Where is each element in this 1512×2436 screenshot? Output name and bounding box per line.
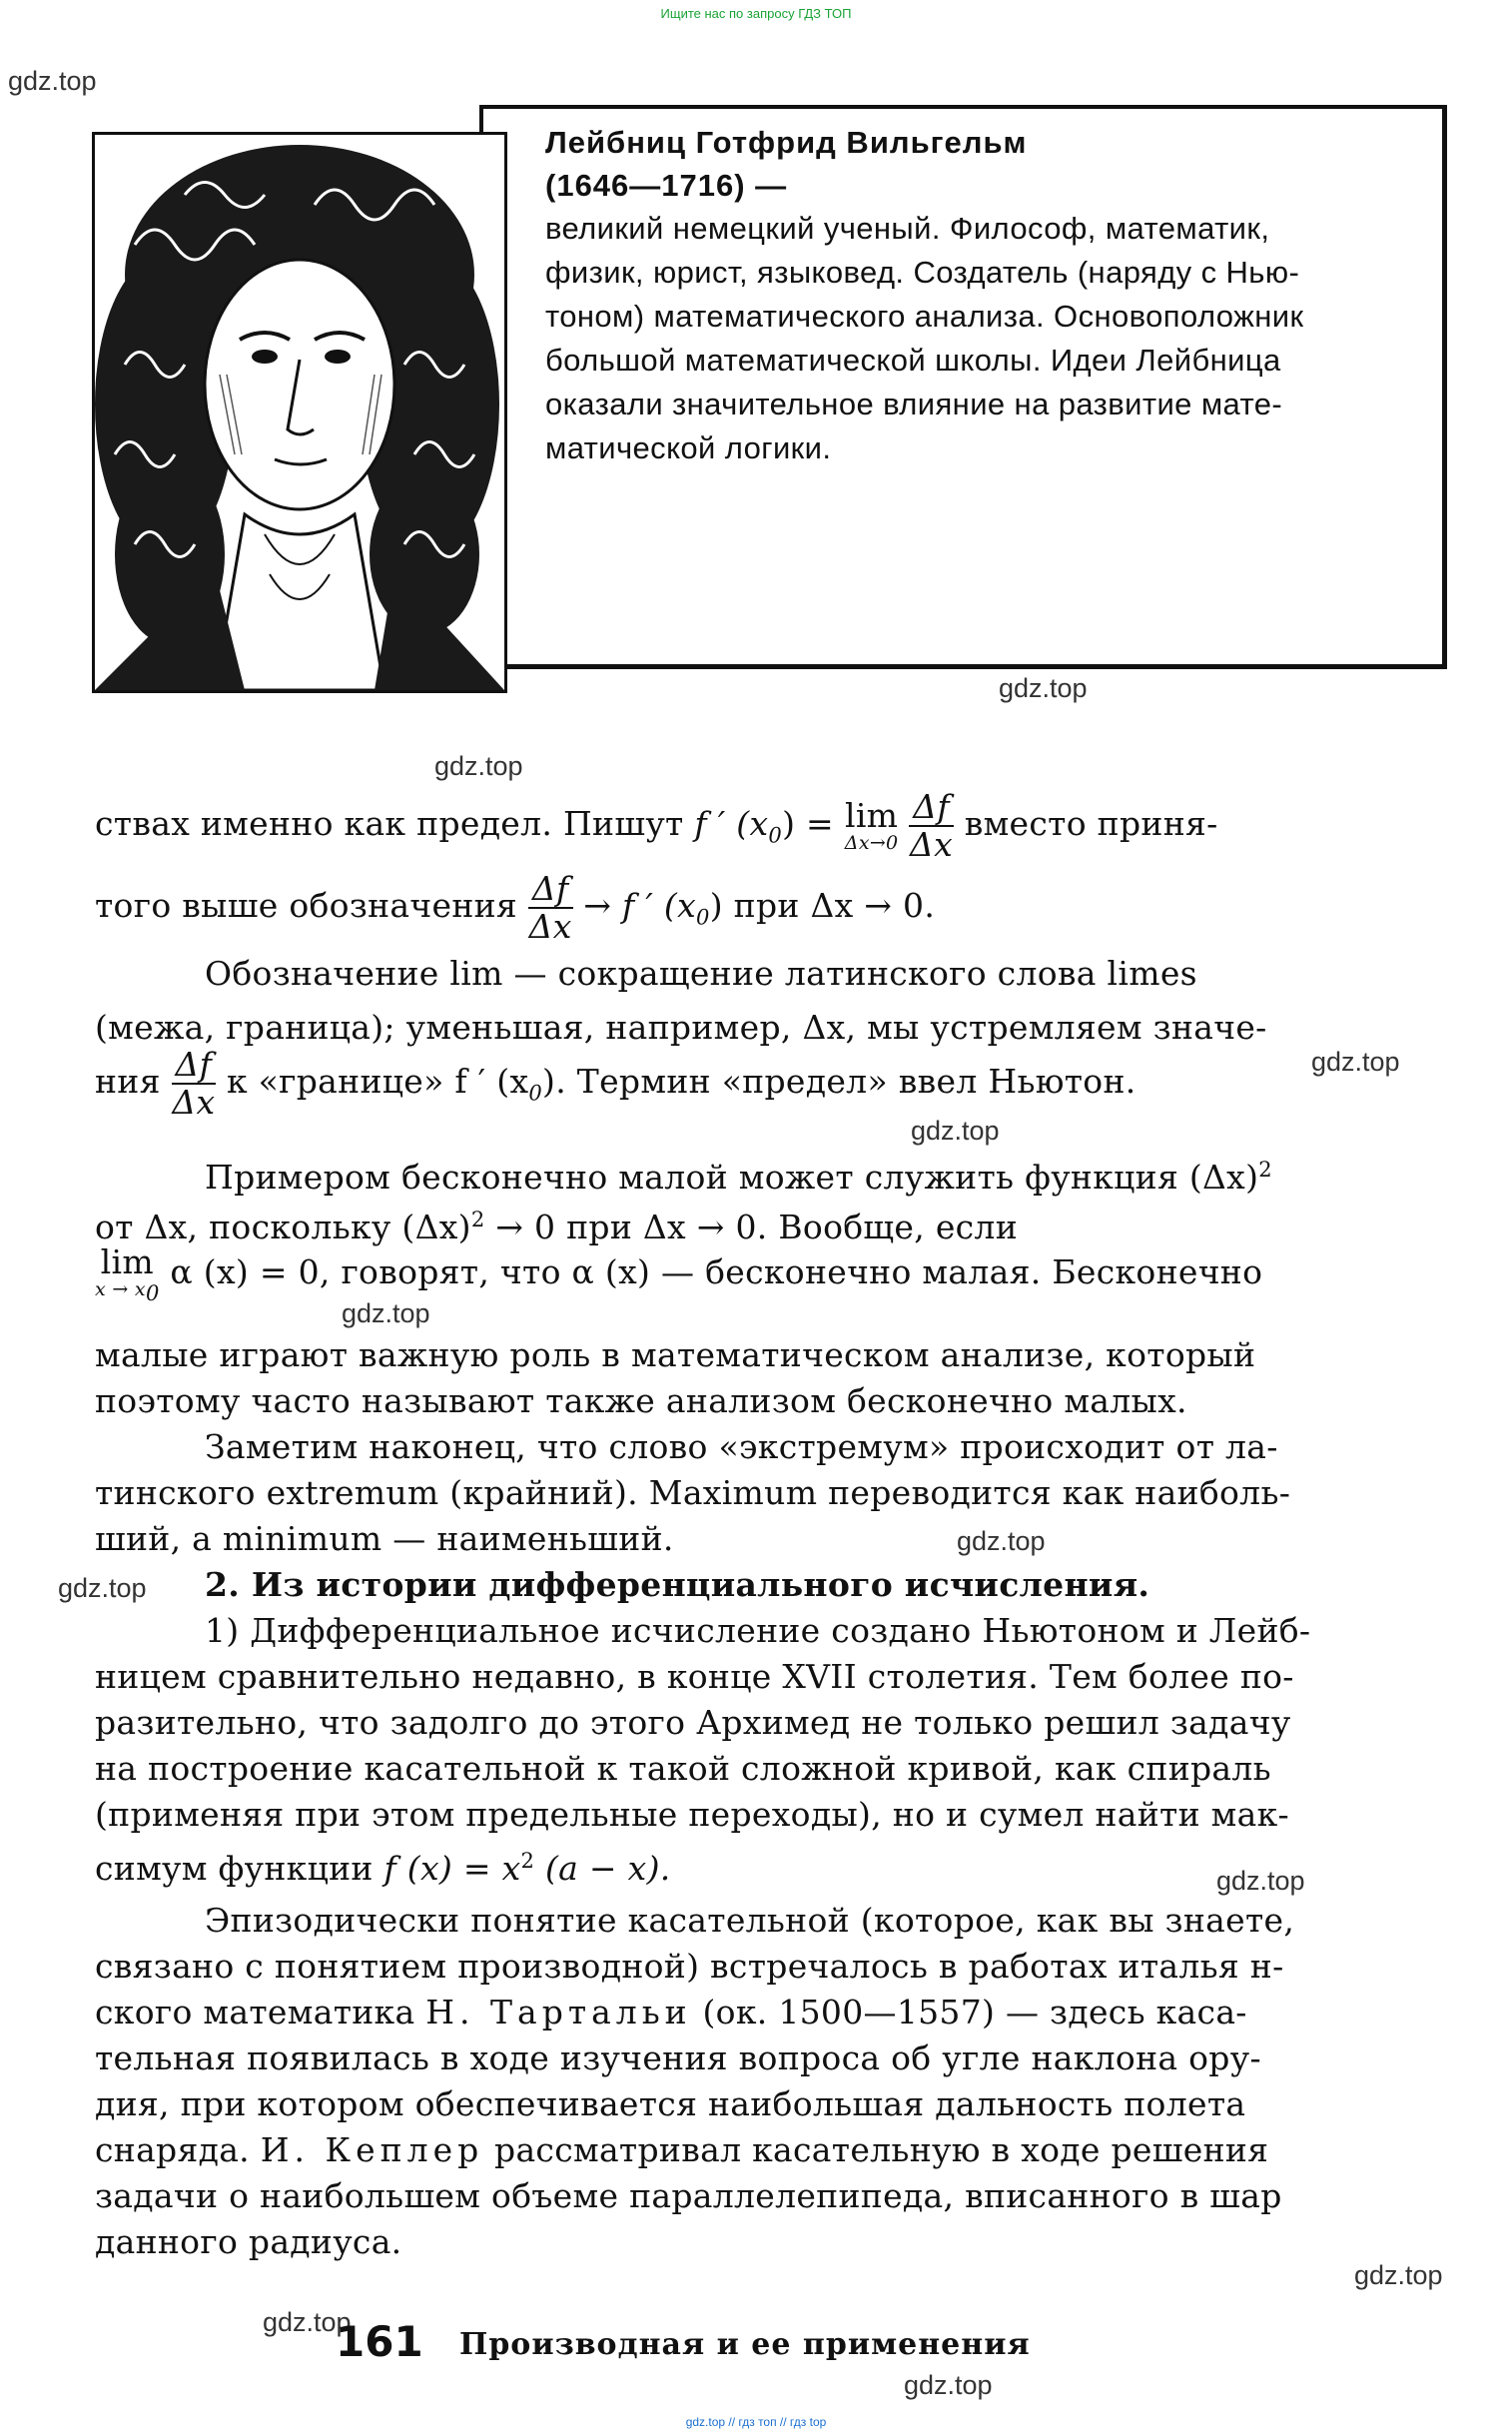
fraction-denominator: Δx: [172, 1083, 216, 1122]
text-line: (межа, граница); уменьшая, например, Δx, мы устремляем значе-: [95, 1008, 1267, 1047]
watermark: gdz.top: [263, 2307, 352, 2337]
text-line: [205, 1147, 1272, 1201]
text-line: 1) Дифференциальное исчисление создано Ньютоном и Лейб-: [205, 1611, 1311, 1650]
fraction-denominator: Δx: [910, 825, 954, 864]
subscript: 0: [528, 1081, 543, 1106]
text-line: малые играют важную роль в математическом анализе, который: [95, 1335, 1256, 1374]
bio-line: физик, юрист, языковед. Создатель (наряду с Нью-: [545, 255, 1300, 290]
formula: (a − x).: [544, 1849, 671, 1888]
watermark: gdz.top: [342, 1298, 430, 1328]
text-line: связано с понятием производной) встречалось в работах италья н-: [95, 1947, 1284, 1986]
watermark: gdz.top: [1354, 2260, 1443, 2290]
watermark: gdz.top: [434, 751, 523, 781]
watermark: gdz.top: [999, 673, 1088, 703]
text-span: ) =: [782, 804, 834, 843]
text-line: Эпизодически понятие касательной (которое, как вы знаете,: [205, 1901, 1295, 1940]
lim-label: lim: [100, 1242, 154, 1281]
person-name: Н. Тартальи: [425, 1993, 692, 2031]
watermark: gdz.top: [58, 1573, 147, 1603]
running-footer-title: Производная и ее применения: [459, 2327, 1031, 2362]
text-line: [95, 1990, 1247, 2035]
bio-line: большой математической школы. Идеи Лейбница: [545, 343, 1281, 378]
formula: f (x) = x: [383, 1849, 521, 1888]
text-line: (применяя при этом предельные переходы), но и сумел найти мак-: [95, 1795, 1289, 1834]
bio-line: тоном) математического анализа. Основоположник: [545, 299, 1304, 334]
text-span: Примером бесконечно малой может служить функция (Δx): [205, 1158, 1259, 1197]
bio-name: Лейбниц Готфрид Вильгельм: [545, 125, 1028, 160]
lim-subscript-var: x → x: [95, 1278, 146, 1300]
text-line: разительно, что задолго до этого Архимед не только решил задачу: [95, 1703, 1291, 1742]
watermark: gdz.top: [911, 1116, 1000, 1146]
lim-label: lim: [844, 796, 899, 835]
watermark: gdz.top: [1216, 1866, 1305, 1896]
subscript: 0: [696, 905, 710, 930]
text-line: [95, 2127, 1268, 2173]
fraction-numerator: Δf: [528, 871, 573, 909]
text-line: задачи о наибольшем объеме параллелепипеда, вписанного в шар: [95, 2176, 1282, 2215]
text-span: → f ′ (x: [583, 886, 697, 925]
text-span: α (x) = 0, говорят, что α (x) — бесконечно малая. Бесконечно: [170, 1251, 1263, 1291]
text-span: ствах именно как предел. Пишут: [95, 804, 684, 843]
text-line: [95, 871, 935, 945]
limit-expression: [95, 1242, 160, 1305]
text-span: рассматривал касательную в ходе решения: [494, 2130, 1269, 2169]
bio-title: [545, 121, 1027, 207]
formula-derivative: f ′ (x: [694, 804, 769, 843]
lim-subscript: [95, 1279, 160, 1303]
text-line: данного радиуса.: [95, 2222, 402, 2261]
text-span: симум функции: [95, 1849, 374, 1888]
text-line: тинского extremum (крайний). Maximum переводится как наиболь-: [95, 1473, 1291, 1512]
text-span: от Δx, поскольку (Δx): [95, 1208, 471, 1246]
text-line: дия, при котором обеспечивается наибольшая дальность полета: [95, 2084, 1246, 2123]
superscript: 2: [470, 1208, 485, 1231]
footer-note: gdz.top // гдз топ // гдз top: [685, 2415, 827, 2429]
search-hint: Ищите нас по запросу ГДЗ ТОП: [660, 6, 852, 21]
fraction-numerator: Δf: [909, 789, 954, 827]
biography-box: [479, 105, 1447, 669]
limit-expression: [844, 796, 899, 854]
text-span: ского математика: [95, 1993, 415, 2031]
watermark: gdz.top: [8, 66, 97, 96]
bio-line: оказали значительное влияние на развитие мате-: [545, 387, 1283, 421]
text-span: снаряда.: [95, 2130, 250, 2169]
text-span: того выше обозначения: [95, 886, 518, 925]
text-line: [95, 1197, 1018, 1250]
superscript: 2: [1258, 1158, 1272, 1182]
fraction-numerator: Δf: [172, 1047, 217, 1085]
page-number: 161: [336, 2317, 423, 2366]
watermark: gdz.top: [957, 1526, 1046, 1556]
fraction: [172, 1047, 217, 1121]
text-span: (ок. 1500—1557) — здесь каса-: [702, 1993, 1247, 2031]
fraction-denominator: Δx: [528, 907, 572, 946]
superscript: 2: [520, 1849, 535, 1873]
text-line: поэтому часто называют также анализом бесконечно малых.: [95, 1381, 1187, 1420]
section-heading: 2. Из истории дифференциального исчисления.: [205, 1565, 1150, 1604]
text-line: на построение касательной к такой сложной кривой, как спираль: [95, 1749, 1271, 1788]
text-span: ) при Δx → 0.: [709, 886, 936, 925]
text-line: Заметим наконец, что слово «экстремум» происходит от ла-: [205, 1427, 1278, 1466]
bio-line: матической логики.: [545, 430, 832, 465]
text-span: → 0 при Δx → 0. Вообще, если: [495, 1208, 1018, 1246]
bio-line: великий немецкий ученый. Философ, математик,: [545, 211, 1270, 246]
text-span: ния: [95, 1062, 161, 1101]
watermark: gdz.top: [1311, 1047, 1400, 1077]
text-span: к «границе» f ′ (x: [226, 1062, 529, 1101]
subscript: 0: [768, 823, 783, 848]
text-line: тельная появилась в ходе изучения вопроса об угле наклона ору-: [95, 2038, 1261, 2077]
text-line: [95, 789, 1218, 863]
fraction: [528, 871, 573, 945]
text-line: ший, а minimum — наименьший.: [95, 1519, 674, 1558]
text-span: ). Термин «предел» ввел Ньютон.: [542, 1062, 1136, 1101]
subscript: 0: [145, 1280, 160, 1305]
text-line: Обозначение lim — сокращение латинского слова limes: [205, 954, 1197, 993]
fraction: [909, 789, 954, 863]
text-line: [95, 1047, 1136, 1121]
text-span: вместо приня-: [964, 804, 1218, 843]
text-line: [95, 1242, 1263, 1305]
bio-years: (1646—1716) —: [545, 168, 788, 203]
watermark: gdz.top: [904, 2370, 993, 2400]
text-line: ницем сравнительно недавно, в конце XVII столетия. Тем более по-: [95, 1657, 1294, 1696]
lim-subscript: Δx→0: [844, 832, 899, 854]
person-name: И. Кеплер: [260, 2130, 484, 2169]
text-line: [95, 1838, 671, 1892]
leibniz-portrait: [92, 132, 507, 693]
